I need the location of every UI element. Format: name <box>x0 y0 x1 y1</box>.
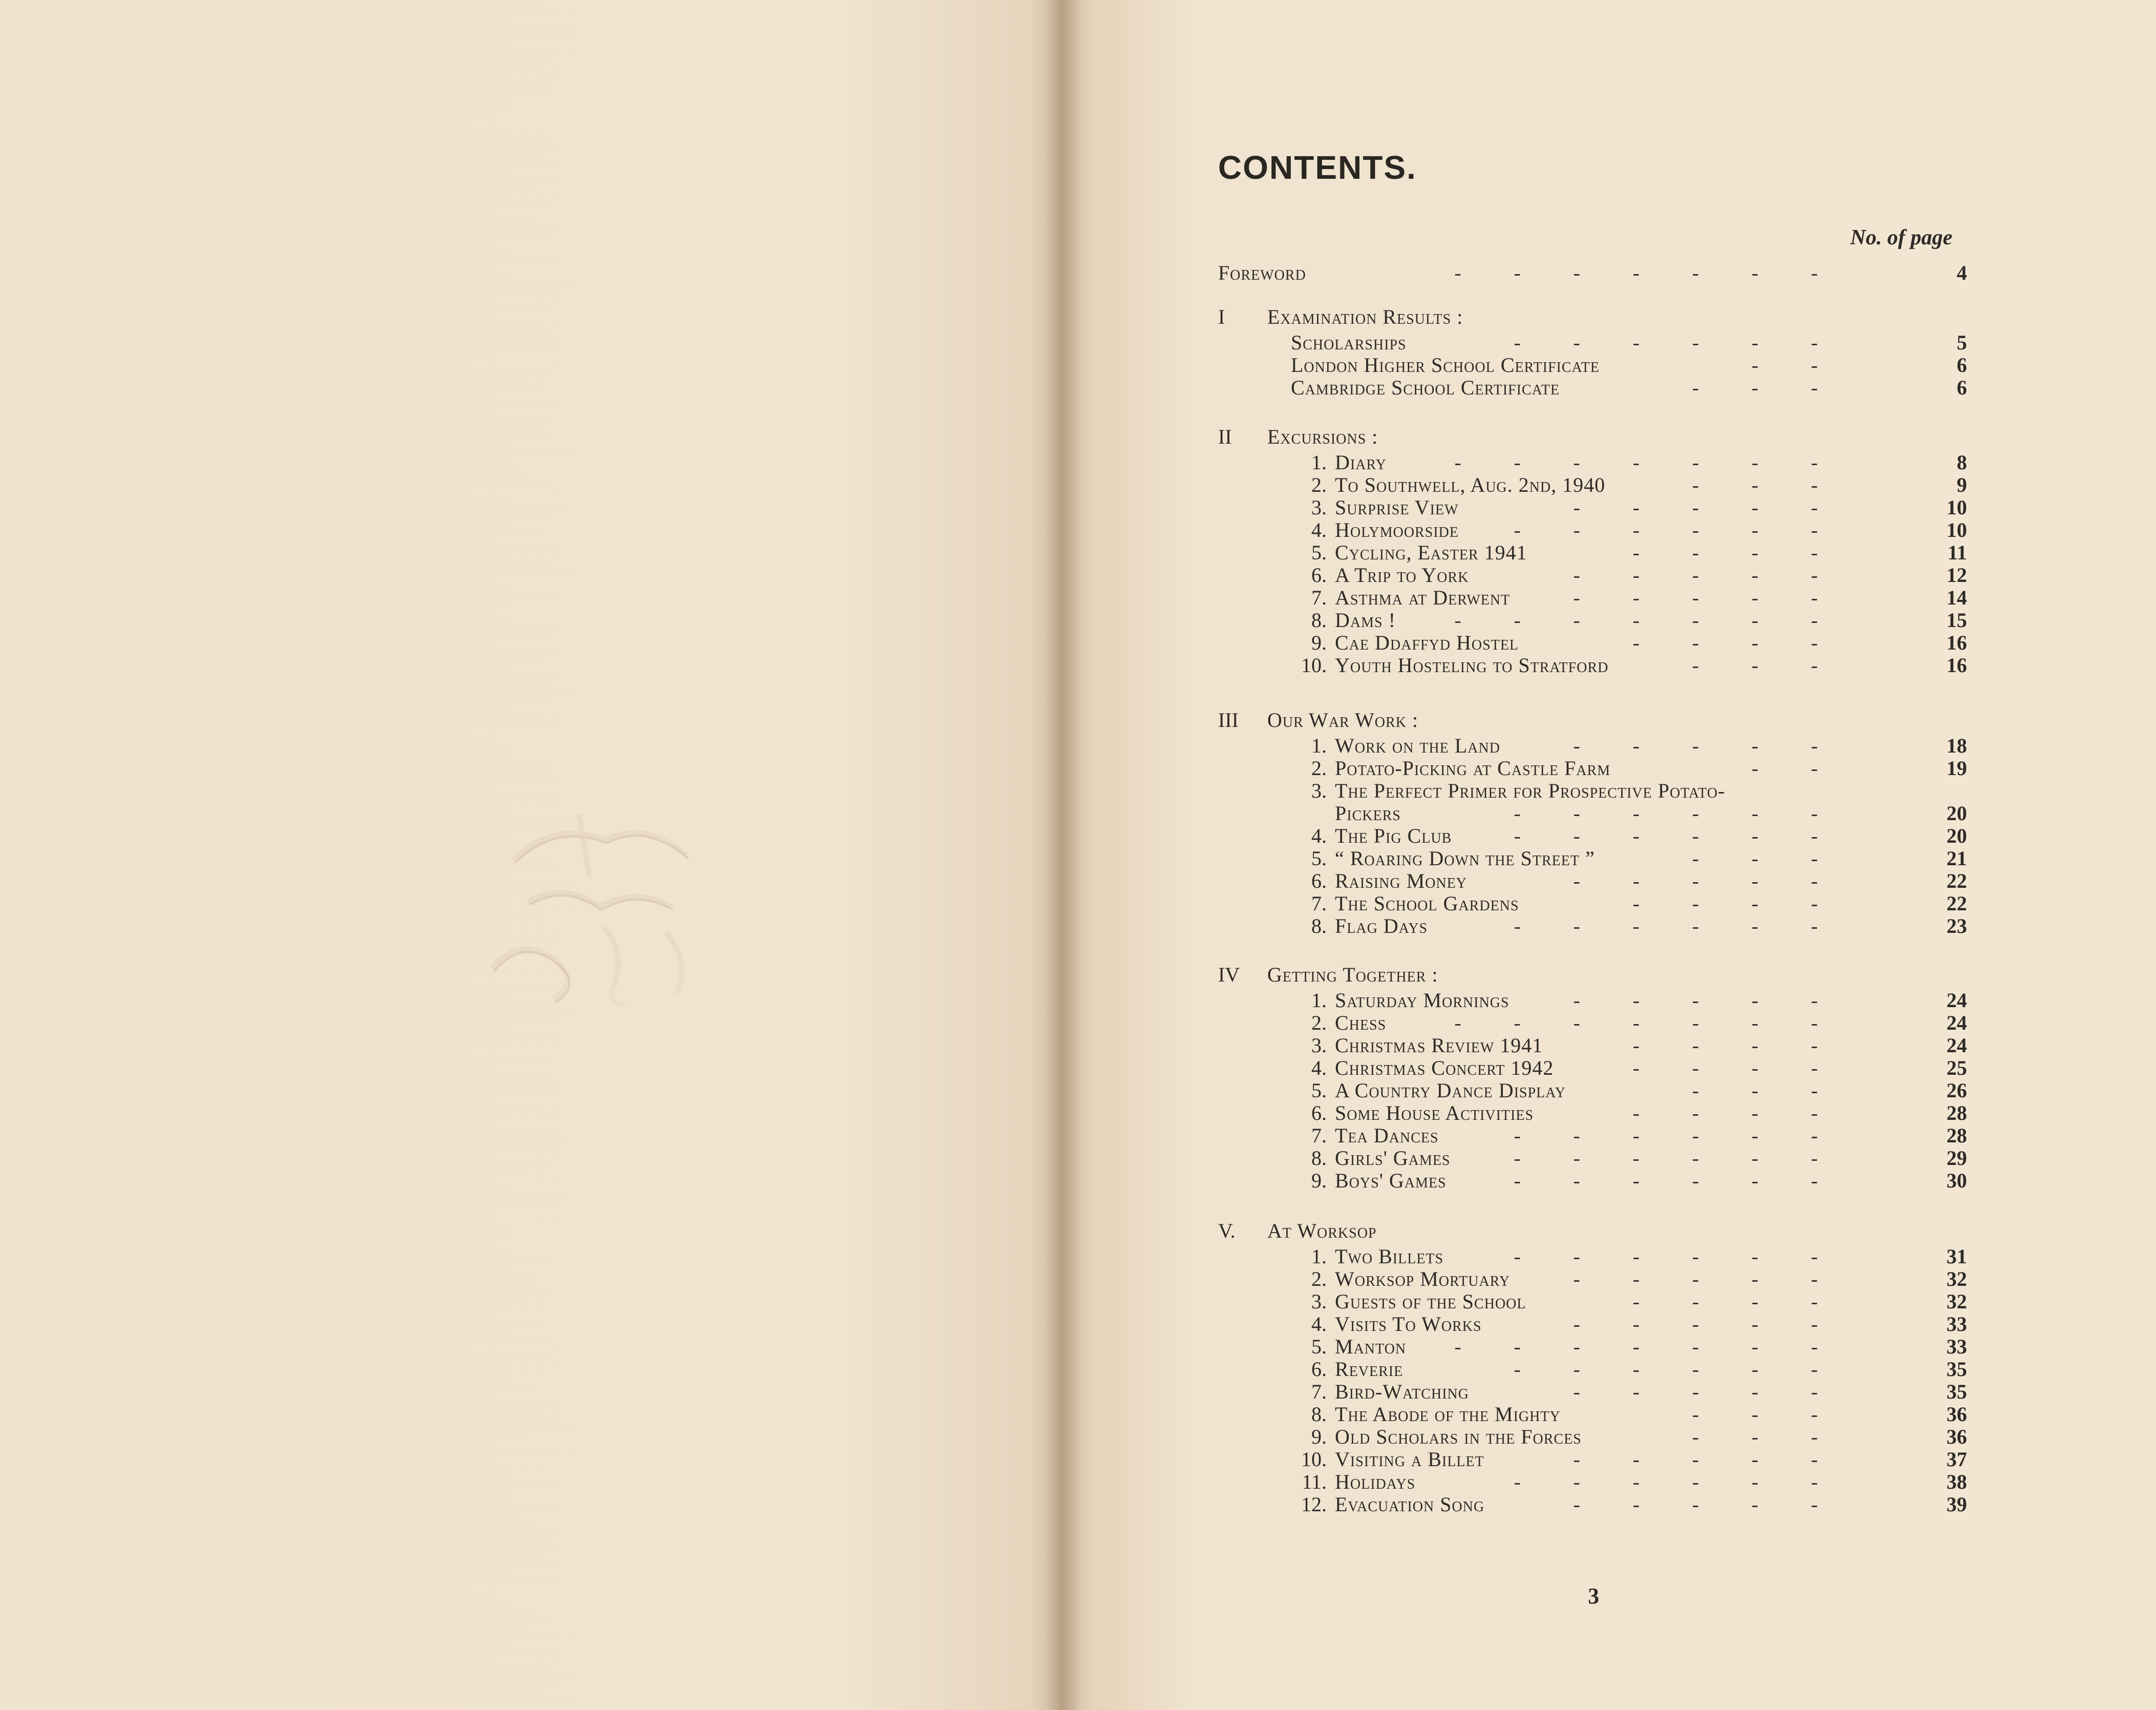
page-ref: 5 <box>1957 331 1967 354</box>
page-ref: 25 <box>1946 1056 1967 1079</box>
page-ref: 20 <box>1946 802 1967 825</box>
dot-leader: - - - - - - <box>1514 331 1818 354</box>
page-ref: 28 <box>1946 1124 1967 1147</box>
toc-entry <box>0 564 2156 587</box>
entry-label: Raising Money <box>1335 869 1467 892</box>
entry-label: Holidays <box>1335 1470 1416 1493</box>
dot-leader: - - - - - - <box>1514 824 1818 847</box>
toc-entry <box>0 1245 2156 1268</box>
entry-number: 6. <box>1311 1358 1327 1381</box>
toc-section-heading <box>0 708 2156 732</box>
page-ref: 4 <box>1957 261 1967 284</box>
entry-label: Cycling, Easter 1941 <box>1335 541 1527 564</box>
toc-entry <box>0 914 2156 938</box>
toc-entry <box>0 518 2156 542</box>
page-ref: 38 <box>1946 1470 1967 1493</box>
toc-entry <box>0 1425 2156 1449</box>
entry-number: 3. <box>1311 496 1327 519</box>
toc-entry <box>0 1335 2156 1359</box>
section-label: At Worksop <box>1267 1219 1377 1242</box>
entry-label: Manton <box>1335 1335 1407 1358</box>
dot-leader: - - - - - - <box>1514 1470 1818 1493</box>
entry-label: Dams ! <box>1335 609 1396 632</box>
page-ref: 31 <box>1946 1245 1967 1268</box>
dot-leader: - - - - - - <box>1514 1358 1818 1381</box>
dot-leader: - - - - <box>1632 1034 1818 1057</box>
entry-number: 7. <box>1311 586 1327 609</box>
dot-leader: - - - - - <box>1573 734 1818 757</box>
entry-number: 11. <box>1302 1470 1327 1493</box>
entry-label: “ Roaring Down the Street ” <box>1335 847 1595 870</box>
toc-entry <box>0 1169 2156 1193</box>
dot-leader: - - - - <box>1632 1290 1818 1313</box>
entry-number: 1. <box>1311 1245 1327 1268</box>
toc-entry <box>0 1056 2156 1080</box>
page-ref: 36 <box>1946 1403 1967 1426</box>
page-ref: 12 <box>1946 564 1967 587</box>
page-ref: 35 <box>1946 1380 1967 1403</box>
page-ref: 10 <box>1946 518 1967 541</box>
dot-leader: - - - <box>1692 654 1818 677</box>
page-ref: 24 <box>1946 1011 1967 1034</box>
page-ref: 33 <box>1946 1312 1967 1336</box>
dot-leader: - - - - <box>1632 1101 1818 1124</box>
toc-entry <box>0 1470 2156 1494</box>
page-ref: 32 <box>1946 1267 1967 1290</box>
page-ref: 10 <box>1946 496 1967 519</box>
entry-label: Flag Days <box>1335 914 1428 937</box>
page-column-header: No. of page <box>1850 226 1953 249</box>
entry-label: Youth Hosteling to Stratford <box>1335 654 1609 677</box>
entry-label: Bird-Watching <box>1335 1380 1469 1403</box>
entry-label: To Southwell, Aug. 2nd, 1940 <box>1335 473 1605 496</box>
entry-number: 6. <box>1311 564 1327 587</box>
page-ref: 35 <box>1946 1358 1967 1381</box>
dot-leader: - - - - - <box>1573 1493 1818 1516</box>
toc-entry <box>0 824 2156 848</box>
entry-number: 4. <box>1311 824 1327 847</box>
entry-label: London Higher School Certificate <box>1291 353 1600 377</box>
page-ref: 6 <box>1957 353 1967 377</box>
section-number: II <box>1218 425 1232 448</box>
entry-label: Pickers <box>1335 802 1401 825</box>
dot-leader: - - - <box>1692 376 1818 399</box>
page-ref: 21 <box>1946 847 1967 870</box>
entry-number: 8. <box>1311 1403 1327 1426</box>
entry-number: 1. <box>1311 451 1327 474</box>
entry-label: Christmas Review 1941 <box>1335 1034 1543 1057</box>
toc-entry <box>0 1358 2156 1381</box>
toc-entry <box>0 1146 2156 1170</box>
dot-leader: - - - - - - - <box>1454 1335 1818 1358</box>
dot-leader: - - - - - - <box>1514 1124 1818 1147</box>
dot-leader: - - - - - <box>1573 586 1818 609</box>
dot-leader: - - - <box>1692 847 1818 870</box>
dot-leader: - - - - - - <box>1514 1245 1818 1268</box>
entry-label: Visits To Works <box>1335 1312 1482 1336</box>
dot-leader: - - - - - - - <box>1454 609 1818 632</box>
page-ref: 36 <box>1946 1425 1967 1448</box>
dot-leader: - - - - <box>1632 541 1818 564</box>
entry-label: Saturday Mornings <box>1335 989 1510 1012</box>
toc-entry <box>0 609 2156 632</box>
toc-entry <box>0 1101 2156 1125</box>
page-ref: 22 <box>1946 869 1967 892</box>
page-ref: 20 <box>1946 824 1967 847</box>
section-label: Getting Together : <box>1267 963 1438 986</box>
entry-number: 7. <box>1311 1380 1327 1403</box>
toc-entry <box>0 847 2156 870</box>
toc-entry <box>0 1124 2156 1148</box>
entry-label: Cambridge School Certificate <box>1291 376 1560 399</box>
page-ref: 26 <box>1946 1079 1967 1102</box>
page-ref: 37 <box>1946 1448 1967 1471</box>
section-number: V. <box>1218 1219 1236 1242</box>
entry-number: 4. <box>1311 518 1327 541</box>
toc-entry <box>0 1079 2156 1102</box>
dot-leader: - - - - - <box>1573 1448 1818 1471</box>
toc-entry <box>0 1011 2156 1035</box>
page-ref: 15 <box>1946 609 1967 632</box>
toc-entry <box>0 331 2156 354</box>
toc-entry <box>0 376 2156 400</box>
toc-entry <box>0 1034 2156 1057</box>
page-ref: 22 <box>1946 892 1967 915</box>
dot-leader: - - - - - <box>1573 564 1818 587</box>
page-ref: 39 <box>1946 1493 1967 1516</box>
entry-label: Some House Activities <box>1335 1101 1534 1124</box>
section-number: III <box>1218 708 1239 732</box>
section-label: Our War Work : <box>1267 708 1418 732</box>
toc-entry <box>0 586 2156 610</box>
page-ref: 9 <box>1957 473 1967 496</box>
page-ref: 16 <box>1946 654 1967 677</box>
entry-number: 5. <box>1311 1335 1327 1358</box>
toc-entry <box>0 631 2156 655</box>
page-ref: 29 <box>1946 1146 1967 1170</box>
dot-leader: - - - <box>1692 473 1818 496</box>
entry-number: 1. <box>1311 989 1327 1012</box>
page-ref: 16 <box>1946 631 1967 654</box>
toc-entry <box>0 654 2156 677</box>
section-number: I <box>1218 305 1225 328</box>
entry-number: 2. <box>1311 1267 1327 1290</box>
dot-leader: - - <box>1751 353 1818 377</box>
entry-number: 6. <box>1311 1101 1327 1124</box>
entry-label: Potato-Picking at Castle Farm <box>1335 757 1610 780</box>
toc-section-heading <box>0 963 2156 987</box>
dot-leader: - - - - - - <box>1514 802 1818 825</box>
dot-leader: - - - - <box>1632 892 1818 915</box>
page-ref: 32 <box>1946 1290 1967 1313</box>
entry-label: Holymoorside <box>1335 518 1459 541</box>
section-number: IV <box>1218 963 1240 986</box>
page-ref: 19 <box>1946 757 1967 780</box>
toc-entry <box>0 541 2156 565</box>
toc-section-heading <box>0 305 2156 329</box>
entry-label: Worksop Mortuary <box>1335 1267 1510 1290</box>
toc-entry <box>0 1290 2156 1313</box>
entry-number: 3. <box>1311 779 1327 802</box>
entry-label: Scholarships <box>1291 331 1407 354</box>
entry-number: 5. <box>1311 541 1327 564</box>
entry-number: 9. <box>1311 1169 1327 1192</box>
entry-number: 8. <box>1311 1146 1327 1170</box>
entry-number: 9. <box>1311 1425 1327 1448</box>
toc-entry <box>0 1493 2156 1516</box>
entry-label: Work on the Land <box>1335 734 1500 757</box>
entry-number: 2. <box>1311 757 1327 780</box>
dot-leader: - - - - - <box>1573 1267 1818 1290</box>
dot-leader: - - - <box>1692 1403 1818 1426</box>
dot-leader: - - <box>1751 757 1818 780</box>
entry-number: 8. <box>1311 609 1327 632</box>
entry-number: 6. <box>1311 869 1327 892</box>
foreword-label: Foreword <box>1218 261 1306 284</box>
toc-entry <box>0 1312 2156 1336</box>
dot-leader: - - - - <box>1632 631 1818 654</box>
entry-number: 9. <box>1311 631 1327 654</box>
entry-number: 10. <box>1301 654 1327 677</box>
entry-label: The School Gardens <box>1335 892 1519 915</box>
dot-leader: - - - - - <box>1573 1380 1818 1403</box>
entry-label: Girls' Games <box>1335 1146 1451 1170</box>
toc-entry <box>0 1448 2156 1471</box>
dot-leader: - - - - - - <box>1514 1146 1818 1170</box>
entry-number: 8. <box>1311 914 1327 937</box>
toc-entry <box>0 869 2156 893</box>
toc-entry <box>0 779 2156 803</box>
entry-label: Cae Ddaffyd Hostel <box>1335 631 1519 654</box>
toc-row-foreword <box>0 261 2156 285</box>
toc-entry <box>0 802 2156 825</box>
page-ref: 30 <box>1946 1169 1967 1192</box>
entry-label: Surprise View <box>1335 496 1459 519</box>
toc-entry <box>0 473 2156 497</box>
entry-number: 2. <box>1311 473 1327 496</box>
dot-leader: - - - - - - - <box>1454 261 1818 284</box>
entry-label: Christmas Concert 1942 <box>1335 1056 1554 1079</box>
entry-number: 1. <box>1311 734 1327 757</box>
entry-label: Tea Dances <box>1335 1124 1439 1147</box>
toc-section-heading <box>0 1219 2156 1243</box>
toc-section-heading <box>0 425 2156 449</box>
contents-title: CONTENTS. <box>1218 149 1417 186</box>
entry-label: Asthma at Derwent <box>1335 586 1511 609</box>
toc-entry <box>0 1403 2156 1426</box>
entry-label: Diary <box>1335 451 1387 474</box>
toc-entry <box>0 1267 2156 1291</box>
entry-number: 5. <box>1311 1079 1327 1102</box>
dot-leader: - - - - - <box>1573 496 1818 519</box>
dot-leader: - - - <box>1692 1079 1818 1102</box>
page-ref: 8 <box>1957 451 1967 474</box>
toc-entry <box>0 451 2156 474</box>
entry-number: 3. <box>1311 1034 1327 1057</box>
entry-number: 2. <box>1311 1011 1327 1034</box>
page-ref: 24 <box>1946 1034 1967 1057</box>
entry-label: The Abode of the Mighty <box>1335 1403 1561 1426</box>
entry-label: A Trip to York <box>1335 564 1469 587</box>
entry-label: Visiting a Billet <box>1335 1448 1484 1471</box>
entry-label: The Pig Club <box>1335 824 1452 847</box>
dot-leader: - - - - - - <box>1514 914 1818 937</box>
entry-number: 5. <box>1311 847 1327 870</box>
entry-number: 12. <box>1301 1493 1327 1516</box>
page-ref: 23 <box>1946 914 1967 937</box>
page-ref: 18 <box>1946 734 1967 757</box>
entry-label: Boys' Games <box>1335 1169 1447 1192</box>
toc-entry <box>0 353 2156 377</box>
section-label: Examination Results : <box>1267 305 1463 328</box>
toc-entry <box>0 989 2156 1012</box>
entry-label: Chess <box>1335 1011 1387 1034</box>
toc-entry <box>0 757 2156 780</box>
toc-entry <box>0 734 2156 758</box>
entry-label: Two Billets <box>1335 1245 1444 1268</box>
toc-entry <box>0 496 2156 519</box>
dot-leader: - - - <box>1692 1425 1818 1448</box>
dot-leader: - - - - - - <box>1514 1169 1818 1192</box>
page-ref: 28 <box>1946 1101 1967 1124</box>
page-ref: 24 <box>1946 989 1967 1012</box>
page-number: 3 <box>1588 1583 1599 1609</box>
entry-number: 7. <box>1311 1124 1327 1147</box>
toc-entry <box>0 892 2156 915</box>
dot-leader: - - - - - <box>1573 869 1818 892</box>
entry-label: The Perfect Primer for Prospective Potato- <box>1335 779 1726 802</box>
entry-number: 4. <box>1311 1312 1327 1336</box>
dot-leader: - - - - - - - <box>1454 451 1818 474</box>
dot-leader: - - - - <box>1632 1056 1818 1079</box>
page-ref: 6 <box>1957 376 1967 399</box>
entry-number: 10. <box>1301 1448 1327 1471</box>
entry-label: Guests of the School <box>1335 1290 1526 1313</box>
entry-number: 3. <box>1311 1290 1327 1313</box>
section-label: Excursions : <box>1267 425 1378 448</box>
entry-number: 4. <box>1311 1056 1327 1079</box>
page-ref: 14 <box>1946 586 1967 609</box>
page-ref: 33 <box>1946 1335 1967 1358</box>
entry-label: Evacuation Song <box>1335 1493 1485 1516</box>
dot-leader: - - - - - <box>1573 989 1818 1012</box>
dot-leader: - - - - - - - <box>1454 1011 1818 1034</box>
page-ref: 11 <box>1948 541 1967 564</box>
toc-entry <box>0 1380 2156 1404</box>
entry-label: Old Scholars in the Forces <box>1335 1425 1582 1448</box>
dot-leader: - - - - - - <box>1514 518 1818 541</box>
dot-leader: - - - - - <box>1573 1312 1818 1336</box>
entry-label: Reverie <box>1335 1358 1404 1381</box>
entry-label: A Country Dance Display <box>1335 1079 1566 1102</box>
entry-number: 7. <box>1311 892 1327 915</box>
